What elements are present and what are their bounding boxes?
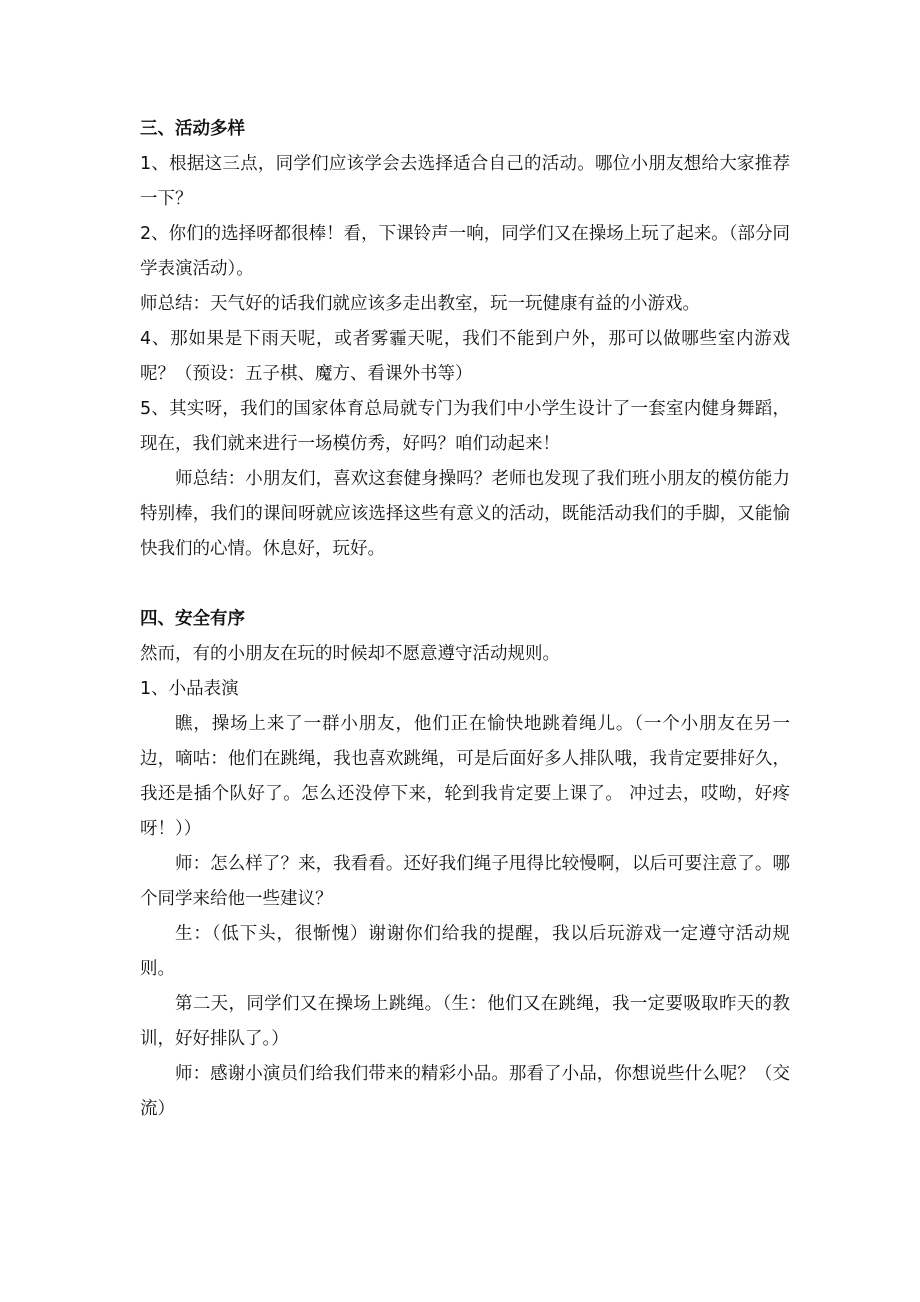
paragraph: 瞧，操场上来了一群小朋友，他们正在愉快地跳着绳儿。（一个小朋友在另一边，嘀咕：他们在跳绳，我也喜欢跳绳，可是后面好多人排队哦，我肯定要排好久，我还是插个队好了。怎么还没停下来，轮到我肯定要上课了。 冲过去，哎呦，好疼呀！）） (140, 714, 790, 839)
paragraph: 1、小品表演 (140, 679, 239, 699)
paragraph: 4、那如果是下雨天呢，或者雾霾天呢，我们不能到户外，那可以做哪些室内游戏呢？（预设：五子棋、魔方、看课外书等） (140, 329, 790, 384)
section-spacer (140, 567, 790, 602)
paragraph: 师总结：天气好的话我们就应该多走出教室，玩一玩健康有益的小游戏。 (140, 294, 700, 314)
paragraph: 5、其实呀，我们的国家体育总局就专门为我们中小学生设计了一套室内健身舞蹈，现在，我们就来进行一场模仿秀，好吗？咱们动起来！ (140, 399, 790, 454)
paragraph: 师总结：小朋友们，喜欢这套健身操吗？老师也发现了我们班小朋友的模仿能力特别棒，我们的课间呀就应该选择这些有意义的活动，既能活动我们的手脚，又能愉快我们的心情。休息好，玩好。 (140, 469, 790, 559)
paragraph: 师：怎么样了？来，我看看。还好我们绳子甩得比较慢啊，以后可要注意了。哪个同学来给他一些建议？ (140, 854, 790, 909)
document-body (140, 112, 790, 1127)
paragraph: 生：（低下头，很惭愧）谢谢你们给我的提醒，我以后玩游戏一定遵守活动规则。 (140, 924, 790, 979)
section-heading-safety: 四、安全有序 (140, 609, 245, 629)
section-heading-activities: 三、活动多样 (140, 119, 245, 139)
paragraph: 师：感谢小演员们给我们带来的精彩小品。那看了小品，你想说些什么呢？（交流） (140, 1064, 790, 1119)
paragraph: 然而，有的小朋友在玩的时候却不愿意遵守活动规则。 (140, 644, 560, 664)
paragraph: 2、你们的选择呀都很棒！看，下课铃声一响，同学们又在操场上玩了起来。（部分同学表演活动）。 (140, 224, 790, 279)
paragraph: 1、根据这三点，同学们应该学会去选择适合自己的活动。哪位小朋友想给大家推荐一下？ (140, 154, 790, 209)
paragraph: 第二天，同学们又在操场上跳绳。（生：他们又在跳绳，我一定要吸取昨天的教训，好好排队了。） (140, 994, 790, 1049)
